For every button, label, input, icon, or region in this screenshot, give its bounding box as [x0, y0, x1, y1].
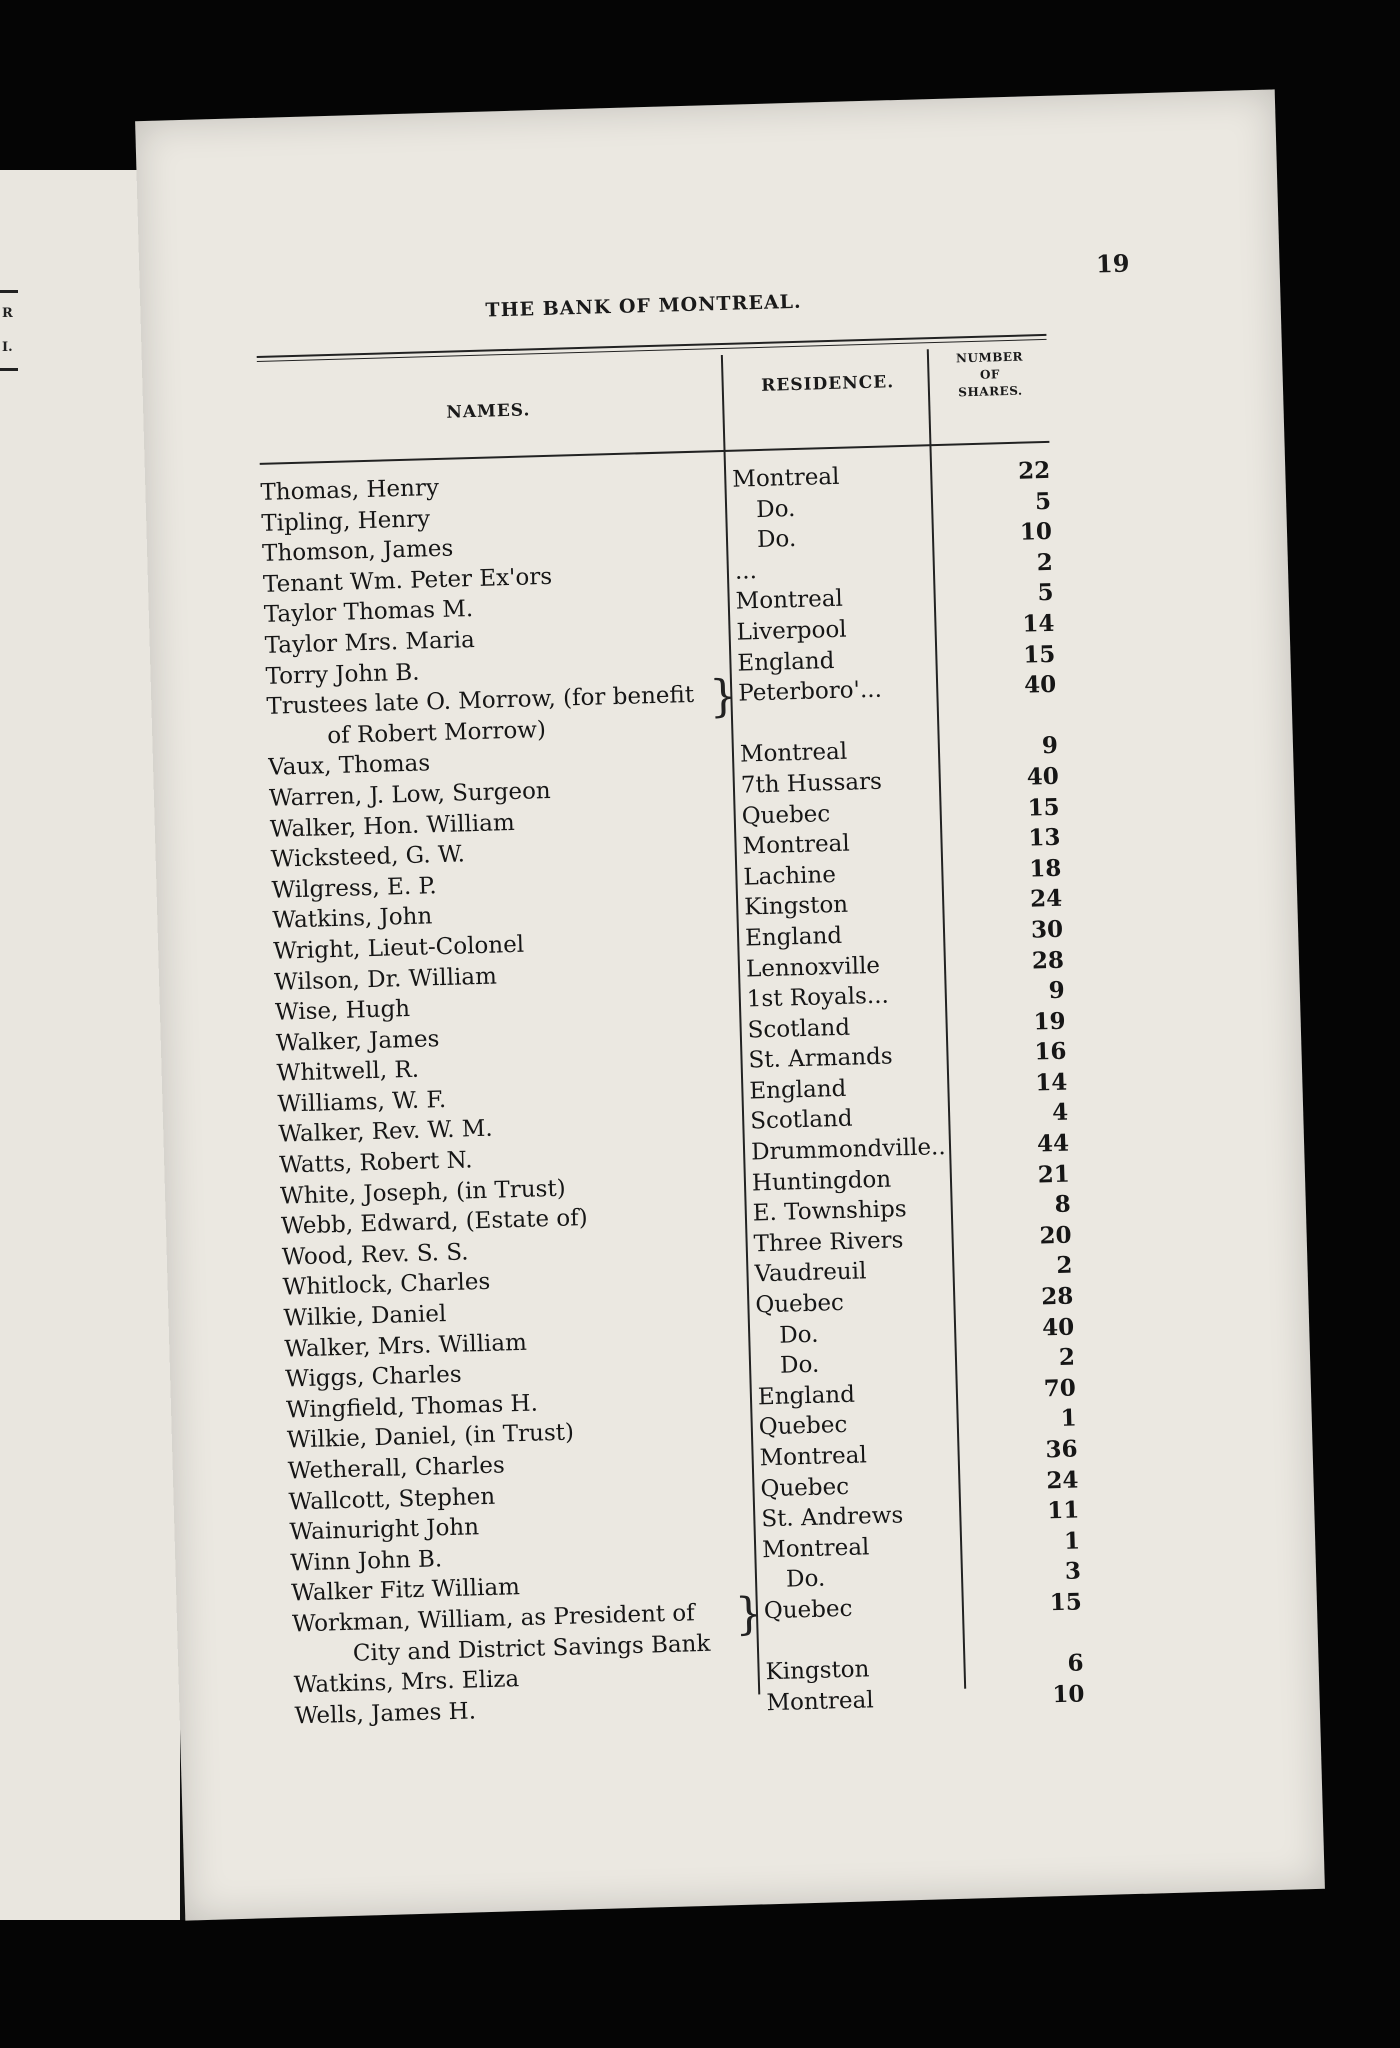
shareholder-shares: 4 — [1051, 1099, 1069, 1127]
shares-header-line: SHARES. — [958, 383, 1023, 400]
facing-page-fragment: I. — [2, 340, 13, 355]
shareholder-shares: 10 — [1019, 518, 1053, 546]
shareholder-residence: E. Townships — [752, 1196, 907, 1227]
shareholder-residence: England — [749, 1075, 847, 1105]
shareholder-shares: 28 — [1031, 946, 1065, 975]
shareholder-name: Warren, J. Low, Surgeon — [268, 777, 552, 812]
shareholder-residence: Montreal — [761, 1534, 870, 1564]
shareholder-name: Wingfield, Thomas H. — [285, 1390, 539, 1424]
shareholder-name: Whitwell, R. — [276, 1056, 420, 1087]
running-head: THE BANK OF MONTREAL. — [485, 290, 802, 322]
shareholder-shares: 8 — [1054, 1190, 1072, 1219]
shareholder-shares: 40 — [1023, 670, 1057, 699]
shareholder-name: Thomas, Henry — [260, 474, 440, 506]
shareholder-name: Tipling, Henry — [261, 505, 431, 537]
shareholder-shares: 18 — [1028, 854, 1062, 883]
shareholder-residence: Lachine — [743, 861, 837, 891]
shareholder-name: Wilkie, Daniel, (in Trust) — [286, 1419, 575, 1454]
shareholder-shares: 1 — [1063, 1527, 1081, 1555]
shareholder-name: Wells, James H. — [294, 1698, 477, 1730]
shares-header-line: OF — [979, 367, 1001, 382]
grouping-brace: } — [734, 1588, 764, 1641]
shareholder-residence: Montreal — [766, 1687, 874, 1716]
facing-page-fragment: R — [2, 306, 13, 321]
shareholder-residence: Montreal — [759, 1442, 868, 1472]
shareholder-name: Thomson, James — [261, 535, 454, 568]
shareholder-name: Watts, Robert N. — [278, 1147, 473, 1179]
shareholder-name: Wicksteed, G. W. — [270, 841, 466, 873]
shareholder-shares: 14 — [1034, 1068, 1068, 1097]
shareholder-residence: Scotland — [747, 1014, 851, 1044]
shareholder-shares: 9 — [1048, 976, 1066, 1005]
shareholder-residence: St. Andrews — [761, 1502, 904, 1533]
shareholder-name: Wainuright John — [289, 1514, 480, 1546]
shareholder-shares: 5 — [1037, 579, 1054, 607]
shareholder-name: Torry John B. — [265, 659, 420, 690]
shareholder-name: Wilkie, Daniel — [283, 1301, 447, 1332]
shareholder-name: Taylor Mrs. Maria — [264, 626, 476, 659]
shareholder-residence: Do. — [778, 1321, 819, 1349]
shares-header-line: NUMBER — [955, 349, 1024, 366]
shareholder-shares: 6 — [1067, 1649, 1084, 1677]
shareholder-name: Winn John B. — [290, 1546, 443, 1577]
shareholder-shares: 11 — [1046, 1496, 1080, 1525]
shareholder-residence: Montreal — [739, 738, 848, 768]
shareholder-name: Walker Fitz William — [290, 1574, 521, 1607]
shareholder-name: Watkins, Mrs. Eliza — [293, 1666, 520, 1699]
shareholder-shares: 2 — [1036, 548, 1054, 577]
shareholder-residence: Quebec — [741, 800, 831, 830]
shareholder-residence: Vaudreuil — [754, 1258, 867, 1288]
shareholder-name: Taylor Thomas M. — [263, 596, 474, 629]
shareholder-shares: 5 — [1034, 487, 1052, 515]
shareholder-name: Walker, Mrs. William — [284, 1329, 528, 1363]
shareholder-shares: 22 — [1017, 456, 1051, 485]
shareholder-shares: 36 — [1045, 1435, 1078, 1464]
shareholder-name: Wallcott, Stephen — [288, 1483, 496, 1516]
shareholder-name: Webb, Edward, (Estate of) — [280, 1205, 588, 1240]
shareholder-shares: 40 — [1041, 1313, 1075, 1342]
shareholder-name: of Robert Morrow) — [326, 716, 547, 749]
shareholder-name: Williams, W. F. — [277, 1086, 447, 1118]
shareholder-shares: 14 — [1022, 609, 1055, 638]
shareholder-shares: 19 — [1033, 1007, 1066, 1036]
shareholder-shares: 24 — [1046, 1466, 1079, 1494]
shareholder-shares: 20 — [1039, 1221, 1072, 1250]
shareholder-residence: Huntingdon — [751, 1166, 892, 1197]
column-header-names: NAMES. — [446, 400, 531, 423]
shareholder-shares: 24 — [1029, 885, 1063, 913]
shareholder-shares: 16 — [1034, 1037, 1067, 1066]
shareholder-shares: 3 — [1064, 1557, 1082, 1586]
shareholder-shares: 30 — [1030, 915, 1064, 944]
shareholder-name: White, Joseph, (in Trust) — [279, 1175, 566, 1210]
column-header-residence: RESIDENCE. — [760, 372, 895, 396]
shareholder-residence: Lennoxville — [745, 952, 881, 983]
shareholder-name: Workman, William, as President of — [291, 1600, 696, 1638]
shareholder-residence: Do. — [756, 526, 797, 554]
shareholder-residence: 1st Royals... — [746, 982, 890, 1013]
shareholder-residence: Kingston — [743, 891, 849, 921]
shareholder-residence: Drummondville.. — [750, 1134, 946, 1166]
shareholder-residence: Montreal — [731, 463, 840, 493]
shareholder-name: Trustees late O. Morrow, (for benefit — [266, 682, 695, 720]
shareholder-residence: England — [744, 922, 843, 952]
shareholder-name: Wilson, Dr. William — [273, 963, 498, 996]
shareholder-shares: 13 — [1028, 823, 1061, 852]
shareholder-shares: 2 — [1056, 1251, 1073, 1280]
shareholder-residence: Do. — [755, 495, 796, 523]
shareholder-name: Wetherall, Charles — [287, 1452, 506, 1485]
shareholder-residence: Montreal — [742, 830, 851, 860]
shareholder-residence: Do. — [785, 1565, 826, 1594]
shareholder-name: Wiggs, Charles — [284, 1361, 462, 1393]
shareholder-shares: 21 — [1037, 1160, 1071, 1189]
shareholder-name: Walker, Hon. William — [269, 809, 516, 843]
shareholder-residence: Three Rivers — [753, 1227, 904, 1258]
shareholder-shares: 70 — [1043, 1374, 1077, 1403]
shareholder-shares: 40 — [1026, 762, 1060, 791]
shareholder-name: Walker, James — [275, 1025, 440, 1057]
shareholder-name: Wilgress, E. P. — [271, 872, 437, 904]
shareholder-shares: 28 — [1040, 1282, 1074, 1311]
shareholder-name: Wise, Hugh — [274, 996, 411, 1026]
shareholder-shares: 1 — [1060, 1404, 1078, 1433]
shareholder-shares: 44 — [1036, 1129, 1070, 1158]
shareholder-shares: 2 — [1058, 1343, 1076, 1372]
shareholder-shares: 15 — [1049, 1588, 1083, 1617]
shareholder-residence: ... — [734, 557, 758, 585]
facing-page-rule — [0, 368, 18, 371]
shareholder-residence: England — [737, 647, 835, 677]
shareholder-name: Whitlock, Charles — [282, 1269, 491, 1302]
shareholder-name: Wright, Lieut-Colonel — [272, 931, 525, 965]
shareholder-name: City and District Savings Bank — [352, 1630, 711, 1667]
shareholder-residence: Quebec — [760, 1473, 850, 1502]
shareholder-residence: Kingston — [765, 1656, 870, 1686]
shareholder-residence: England — [757, 1381, 856, 1411]
shareholder-name: Walker, Rev. W. M. — [278, 1116, 494, 1149]
shareholder-shares: 10 — [1051, 1680, 1085, 1709]
facing-page-rule — [0, 290, 18, 293]
page-number: 19 — [1095, 248, 1130, 279]
column-header-shares — [932, 348, 1048, 402]
shareholder-residence: Quebec — [755, 1289, 845, 1319]
shareholder-shares: 15 — [1027, 793, 1060, 822]
shareholder-residence: Do. — [779, 1351, 820, 1379]
shareholder-name: Wood, Rev. S. S. — [281, 1239, 469, 1271]
grouping-brace: } — [708, 670, 739, 723]
shareholder-name: Watkins, John — [272, 903, 433, 935]
shareholder-residence: Peterboro'... — [737, 676, 883, 707]
shareholder-residence: Quebec — [758, 1412, 848, 1441]
shareholder-residence: Montreal — [735, 586, 844, 616]
shareholder-residence: St. Armands — [748, 1043, 893, 1074]
shareholder-name: Vaux, Thomas — [267, 750, 431, 782]
shareholder-shares: 9 — [1041, 732, 1059, 760]
shareholder-residence: Scotland — [749, 1106, 853, 1135]
shareholder-shares: 15 — [1022, 640, 1056, 669]
ledger-page — [135, 89, 1325, 1920]
shareholder-list — [260, 456, 1095, 1732]
shareholder-name: Tenant Wm. Peter Ex'ors — [262, 563, 553, 598]
shareholder-residence: Liverpool — [736, 616, 847, 646]
shareholder-residence: Quebec — [763, 1595, 853, 1625]
shareholder-residence: 7th Hussars — [740, 768, 883, 799]
